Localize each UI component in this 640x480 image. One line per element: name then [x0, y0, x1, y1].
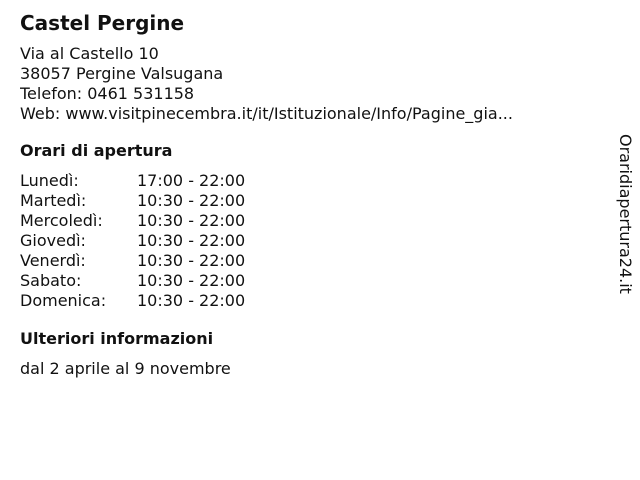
day-label: Sabato:	[20, 271, 82, 290]
time-range: 10:30 - 22:00	[137, 191, 246, 210]
website-line: Web: www.visitpinecembra.it/it/Istituzionale/Info/Pagine_gia...	[20, 104, 513, 123]
day-label: Giovedì:	[20, 231, 86, 250]
venue-title: Castel Pergine	[20, 11, 185, 35]
venue-card	[20, 10, 600, 379]
hours-row-thursday	[20, 231, 600, 251]
more-info-title: Ulteriori informazioni	[20, 329, 214, 348]
day-label: Domenica:	[20, 291, 107, 310]
phone-line: Telefon: 0461 531158	[20, 84, 195, 103]
day-label: Martedì:	[20, 191, 87, 210]
hours-row-sunday	[20, 291, 600, 311]
hours-row-wednesday	[20, 211, 600, 231]
time-range: 10:30 - 22:00	[137, 211, 246, 230]
opening-hours-title: Orari di apertura	[20, 141, 173, 160]
vertical-brand-text: Oraridiapertura24.it	[616, 134, 635, 294]
time-range: 10:30 - 22:00	[137, 271, 246, 290]
hours-row-tuesday	[20, 191, 600, 211]
day-label: Mercoledì:	[20, 211, 103, 230]
more-info-text: dal 2 aprile al 9 novembre	[20, 359, 231, 378]
time-range: 10:30 - 22:00	[137, 231, 246, 250]
hours-row-saturday	[20, 271, 600, 291]
hours-row-monday	[20, 171, 600, 191]
day-label: Venerdì:	[20, 251, 86, 270]
hours-row-friday	[20, 251, 600, 271]
opening-hours-table	[20, 171, 600, 311]
time-range: 10:30 - 22:00	[137, 291, 246, 310]
address-line-1: Via al Castello 10	[20, 44, 159, 63]
time-range: 10:30 - 22:00	[137, 251, 246, 270]
day-label: Lunedì:	[20, 171, 79, 190]
address-line-2: 38057 Pergine Valsugana	[20, 64, 224, 83]
time-range: 17:00 - 22:00	[137, 171, 246, 190]
